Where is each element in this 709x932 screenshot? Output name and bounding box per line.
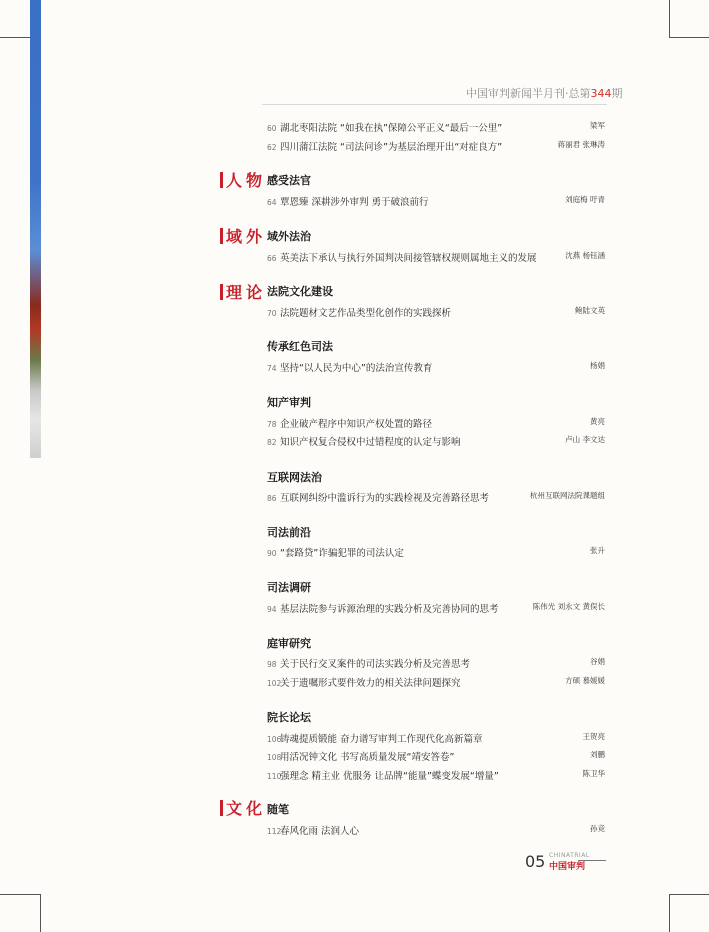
article-title: 基层法院参与诉源治理的实践分析及完善协同的思考 (280, 604, 499, 615)
article-author: 沈燕 杨钰涵 (565, 251, 605, 260)
toc-entry[interactable] (267, 489, 605, 503)
toc-entry[interactable] (267, 655, 605, 669)
article-title: 覃恩臻 深耕涉外审判 勇于破浪前行 (280, 197, 429, 208)
crop-mark (669, 894, 670, 932)
page-number: 78 (267, 420, 277, 429)
page-number: 110 (267, 772, 282, 781)
article-author: 陈卫华 (582, 769, 605, 778)
folio-page-number: 05 (525, 852, 546, 871)
article-author: 梁军 (590, 121, 605, 130)
brand-logo: 中国审判 (549, 862, 586, 872)
toc-entry[interactable] (267, 119, 605, 133)
toc-entry[interactable] (267, 748, 605, 762)
section-heading: 法院文化建设 (267, 285, 333, 298)
article-author: 王贺亮 (582, 732, 605, 741)
article-title: 强理念 精主业 优服务 让品牌“能量”蝶变发展“增量” (280, 771, 499, 782)
toc-entry[interactable] (267, 359, 605, 373)
article-title: 铸魂提质锻能 奋力谱写审判工作现代化高新篇章 (280, 734, 483, 745)
article-author: 刘鹏 (590, 750, 605, 759)
page-number: 60 (267, 124, 277, 133)
header-divider (262, 104, 607, 105)
page-number: 112 (267, 827, 282, 836)
page-number: 82 (267, 438, 277, 447)
article-title: 互联网纠纷中滥诉行为的实践检视及完善路径思考 (280, 493, 490, 504)
article-author: 杭州互联网法院课题组 (530, 491, 605, 500)
article-title: 坚持“以人民为中心”的法治宣传教育 (280, 363, 433, 374)
crop-mark (40, 894, 41, 932)
page-number: 62 (267, 143, 277, 152)
toc-entry[interactable] (267, 544, 605, 558)
article-title: 法院题材文艺作品类型化创作的实践探析 (280, 308, 452, 319)
article-title: 关于遗嘱形式要件效力的相关法律问题探究 (280, 678, 461, 689)
page-number: 64 (267, 198, 277, 207)
toc-entry[interactable] (267, 730, 605, 744)
toc-entry[interactable] (267, 193, 605, 207)
issue-number: 344 (590, 87, 612, 100)
article-title: 企业破产程序中知识产权处置的路径 (280, 419, 433, 430)
category-theory: 理论 (220, 284, 266, 302)
section-heading: 知产审判 (267, 396, 311, 409)
article-author: 方硕 慕媛媛 (565, 676, 605, 685)
page-number: 102 (267, 679, 282, 688)
article-author: 蒋丽君 张琳涛 (557, 140, 605, 149)
toc-entry[interactable] (267, 674, 605, 688)
article-author: 谷娟 (590, 657, 605, 666)
category-people: 人物 (220, 172, 266, 190)
issue-header: 中国审判新闻半月刊·总第344期 (466, 87, 623, 100)
article-title: 英美法下承认与执行外国判决间接管辖权规则属地主义的发展 (280, 253, 537, 264)
page-number: 70 (267, 309, 277, 318)
article-title: 春风化雨 法润人心 (280, 826, 360, 837)
crop-mark (0, 894, 40, 895)
section-heading: 域外法治 (267, 230, 311, 243)
page-number: 94 (267, 605, 277, 614)
footer-rule (578, 860, 606, 861)
article-title: 四川蒲江法院 “司法问诊”为基层治理开出“对症良方” (280, 142, 503, 153)
page-number: 90 (267, 549, 277, 558)
toc-entry[interactable] (267, 415, 605, 429)
toc-entry[interactable] (267, 249, 605, 263)
article-author: 张升 (590, 546, 605, 555)
article-title: 关于民行交叉案件的司法实践分析及完善思考 (280, 659, 471, 670)
section-heading: 司法前沿 (267, 526, 311, 539)
toc-entry[interactable] (267, 822, 605, 836)
section-heading: 随笔 (267, 803, 289, 816)
section-heading: 传承红色司法 (267, 340, 333, 353)
page-number: 74 (267, 364, 277, 373)
page-number: 86 (267, 494, 277, 503)
article-title: 湖北枣阳法院 “如我在执”保障公平正义“最后一公里” (280, 123, 503, 134)
article-author: 陈伟光 刘永文 黄俣长 (532, 602, 605, 611)
article-title: 知识产权复合侵权中过错程度的认定与影响 (280, 437, 461, 448)
crop-mark (669, 894, 709, 895)
section-heading: 司法调研 (267, 581, 311, 594)
category-abroad: 域外 (220, 228, 266, 246)
article-author: 卢山 李文达 (565, 435, 605, 444)
section-heading: 互联网法治 (267, 471, 322, 484)
page-number: 108 (267, 753, 282, 762)
toc-entry[interactable] (267, 138, 605, 152)
toc-entry[interactable] (267, 600, 605, 614)
article-author: 刘庭梅 吁青 (565, 195, 605, 204)
toc-entry[interactable] (267, 767, 605, 781)
page-number: 66 (267, 254, 277, 263)
page-number: 98 (267, 660, 277, 669)
crop-mark (669, 37, 709, 38)
page-number: 106 (267, 735, 282, 744)
article-title: “套路贷”诈骗犯罪的司法认定 (280, 548, 404, 559)
section-heading: 院长论坛 (267, 711, 311, 724)
category-culture: 文化 (220, 800, 266, 818)
brand-english: CHINATRIAL (549, 852, 590, 859)
cover-photo-strip (30, 0, 41, 458)
toc-entry[interactable] (267, 433, 605, 447)
article-author: 杨娟 (590, 361, 605, 370)
article-title: 用活况钟文化 书写高质量发展“靖安答卷” (280, 752, 455, 763)
article-author: 鲍陆文英 (575, 306, 605, 315)
toc-entry[interactable] (267, 304, 605, 318)
crop-mark (669, 0, 670, 37)
section-heading: 庭审研究 (267, 637, 311, 650)
article-author: 黄亮 (590, 417, 605, 426)
article-author: 孙竞 (590, 824, 605, 833)
section-heading: 感受法官 (267, 174, 311, 187)
